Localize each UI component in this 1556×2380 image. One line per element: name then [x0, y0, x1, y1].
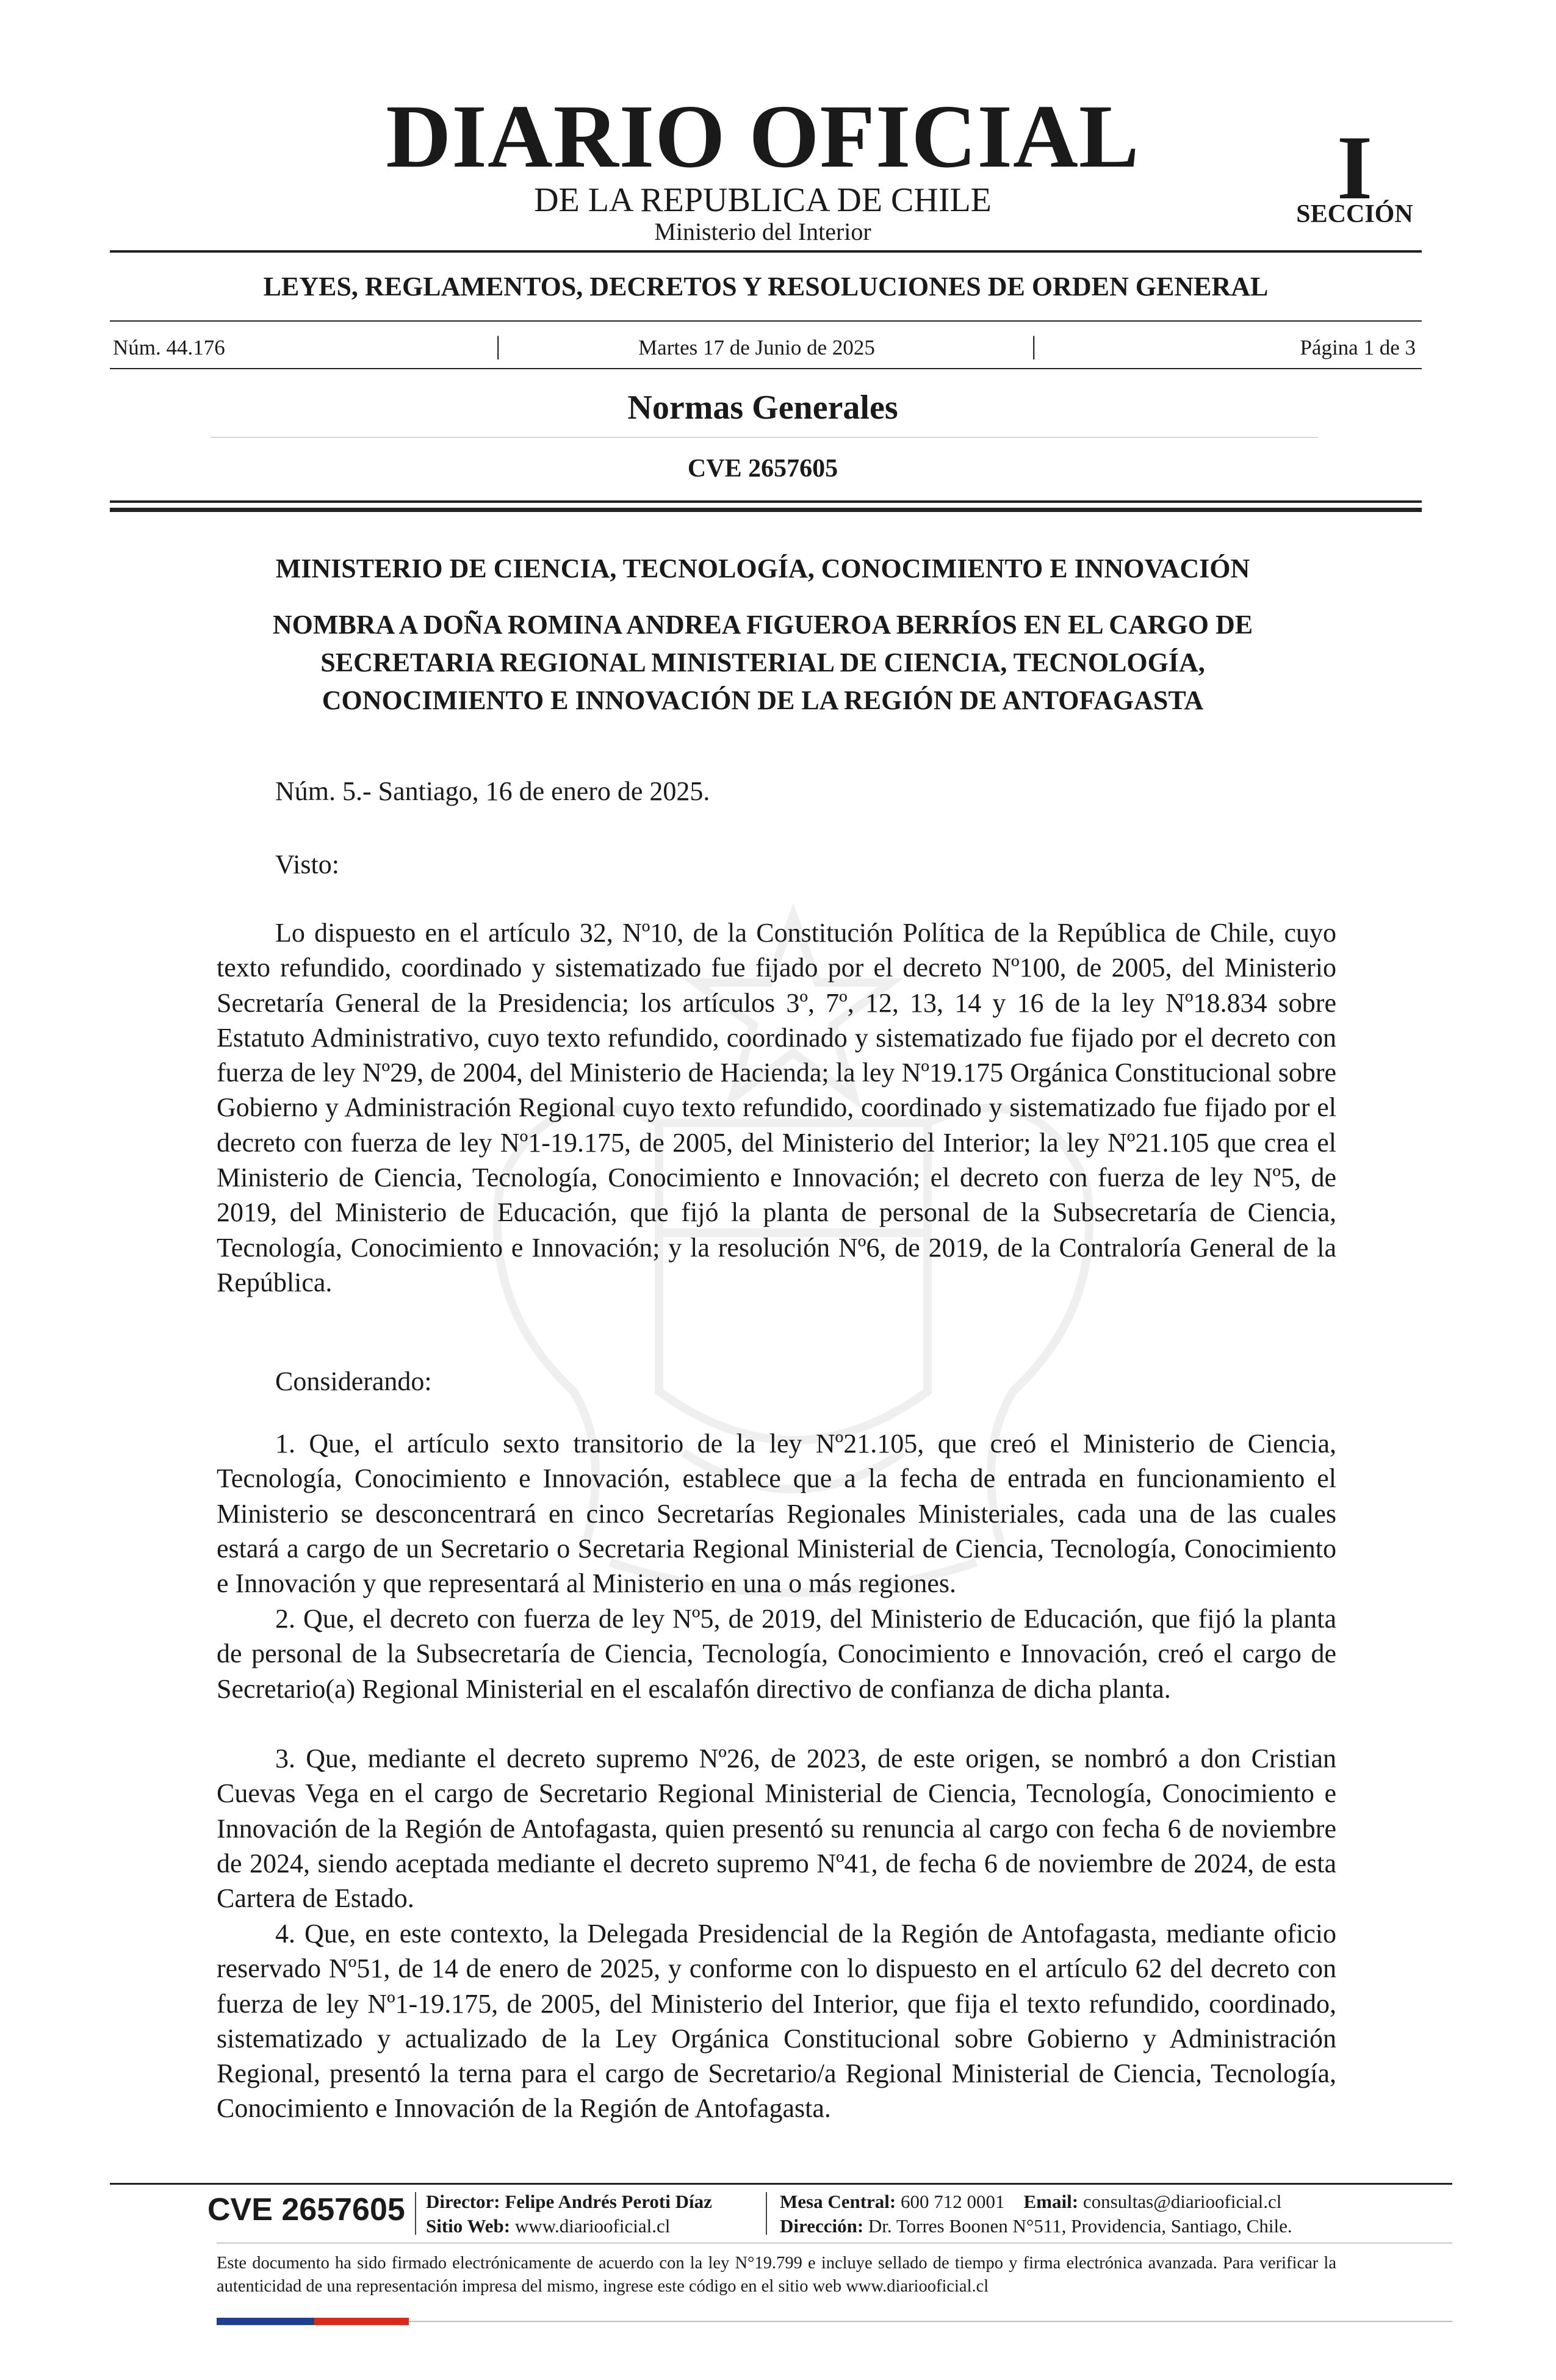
- visto-paragraph: Lo dispuesto en el artículo 32, Nº10, de la Constitución Política de la República de Chile, cuyo texto refundido, coordinado y sistematizado fue fijado por el decreto Nº100, de 2005, del Ministerio Secretaría General de la Presidencia; los artículos 3º, 7º, 12, 13, 14 y 16 de la ley Nº18.834 sobre Estatuto Administrativo, cuyo texto refundido, coordinado y sistematizado fue fijado por el decreto con fuerza de ley Nº29, de 2004, del Ministerio de Hacienda; la ley Nº19.175 Orgánica Constitucional sobre Gobierno y Administración Regional cuyo texto refundido, coordinado y sistematizado fue fijado por el decreto con fuerza de ley Nº1-19.175, de 2005, del Ministerio del Interior; la ley Nº21.105 que crea el Ministerio de Ciencia, Tecnología, Conocimiento e Innovación; el decreto con fuerza de ley Nº5, de 2019, del Ministerio de Educación, que fijó la planta de personal de la Subsecretaría de Ciencia, Tecnología, Conocimiento e Innovación; y la resolución Nº6, de 2019, de la Contraloría General de la República.: [217, 918, 1336, 1297]
- mesa-label: Mesa Central:: [780, 2191, 896, 2212]
- website-link[interactable]: www.diariooficial.cl: [514, 2215, 671, 2237]
- considerando-item: 1. Que, el artículo sexto transitorio de la ley Nº21.105, que creó el Ministerio de Ciencia, Tecnología, Conocimiento e Innovación, establece que a la fecha de entrada en funcionamiento el Ministerio se desconcentrará en cinco Secretarías Regionales Ministeriales, cada una de las cuales estará a cargo de un Secretario o Secretaria Regional Ministerial de Ciencia, Tecnología, Conocimiento e Innovación y que representará al Ministerio en una o más regiones.: [217, 1429, 1336, 1599]
- footer-separator: [415, 2192, 416, 2235]
- address-label: Dirección:: [780, 2215, 864, 2237]
- newspaper-title: DIARIO OFICIAL: [386, 87, 1140, 187]
- flag-bar-red: [314, 2318, 409, 2325]
- decree-number-line: Núm. 5.- Santiago, 16 de enero de 2025.: [275, 776, 710, 806]
- director-label: Director:: [426, 2191, 500, 2212]
- considerando-heading: Considerando:: [275, 1366, 432, 1396]
- footer-contact: [780, 2190, 1281, 2214]
- issue-separator: |: [1031, 332, 1037, 360]
- footer-address: [780, 2214, 1292, 2238]
- footer-cve-code: CVE 2657605: [207, 2192, 405, 2227]
- cve-code: CVE 2657605: [687, 455, 838, 483]
- email-label: Email:: [1023, 2191, 1079, 2212]
- website-label: Sitio Web:: [426, 2215, 511, 2237]
- decree-title-line: NOMBRA A DOÑA ROMINA ANDREA FIGUEROA BERRÍOS EN EL CARGO DE: [272, 610, 1253, 640]
- mesa-value: 600 712 0001: [901, 2191, 1005, 2212]
- address-value: Dr. Torres Boonen N°511, Providencia, Santiago, Chile.: [868, 2215, 1292, 2237]
- decree-title-line: CONOCIMIENTO E INNOVACIÓN DE LA REGIÓN DE ANTOFAGASTA: [322, 685, 1204, 715]
- decree-title: [183, 606, 1342, 719]
- category-divider: [110, 320, 1422, 322]
- considerando-item: 2. Que, el decreto con fuerza de ley Nº5, de 2019, del Ministerio de Educación, que fijó la planta de personal de la Subsecretaría de Ciencia, Tecnología, Conocimiento e Innovación, creó el cargo de Secretario(a) Regional Ministerial en el escalafón directivo de confianza de dicha planta.: [217, 1604, 1336, 1704]
- cve-divider-bottom: [110, 508, 1422, 512]
- ministry-heading: MINISTERIO DE CIENCIA, TECNOLOGÍA, CONOCIMIENTO E INNOVACIÓN: [275, 554, 1250, 583]
- footer-separator: [766, 2192, 767, 2235]
- issue-divider: [110, 368, 1422, 369]
- masthead-divider: [110, 250, 1422, 253]
- visto-heading: Visto:: [275, 849, 339, 879]
- considerando-item: 3. Que, mediante el decreto supremo Nº26, de 2023, de este origen, se nombró a don Cristian Cuevas Vega en el cargo de Secretario Regional Ministerial de Ciencia, Tecnología, Conocimiento e Innovación de la Región de Antofagasta, quien presentó su renuncia al cargo con fecha 6 de noviembre de 2024, siendo aceptada mediante el decreto supremo Nº41, de fecha 6 de noviembre de 2024, de esta Cartera de Estado.: [217, 1744, 1336, 1914]
- issue-number: Núm. 44.176: [113, 336, 225, 359]
- section-label: SECCIÓN: [1296, 200, 1413, 228]
- issue-separator: |: [495, 332, 501, 360]
- footer-director: [426, 2190, 712, 2214]
- decree-title-line: SECRETARIA REGIONAL MINISTERIAL DE CIENCIA, TECNOLOGÍA,: [320, 647, 1205, 677]
- cve-divider-top: [110, 500, 1422, 503]
- section-title-underline: [211, 437, 1318, 438]
- section-numeral: I: [1336, 117, 1373, 218]
- electronic-signature-disclaimer: Este documento ha sido firmado electrónicamente de acuerdo con la ley N°19.799 e incluye sellado de tiempo y firma electrónica avanzada. Para verificar la autenticidad de una representación impresa del mismo, ingrese este código en el sitio web www.diariooficial.cl: [217, 2254, 1336, 2296]
- newspaper-subtitle: DE LA REPUBLICA DE CHILE: [534, 181, 992, 219]
- footer-website: [426, 2214, 670, 2238]
- email-link[interactable]: consultas@diariooficial.cl: [1082, 2191, 1282, 2212]
- flag-bar-blue: [217, 2318, 314, 2325]
- bottom-rule: [409, 2321, 1452, 2322]
- document-category: LEYES, REGLAMENTOS, DECRETOS Y RESOLUCIONES DE ORDEN GENERAL: [263, 272, 1269, 301]
- director-name: Felipe Andrés Peroti Díaz: [505, 2191, 712, 2212]
- section-title: Normas Generales: [627, 389, 898, 427]
- considerando-item: 4. Que, en este contexto, la Delegada Presidencial de la Región de Antofagasta, mediante oficio reservado Nº51, de 14 de enero de 2025, y conforme con lo dispuesto en el artículo 62 del decreto con fuerza de ley Nº1-19.175, de 2005, del Ministerio del Interior, que fija el texto refundido, coordinado, sistematizado y actualizado de la Ley Orgánica Constitucional sobre Gobierno y Administración Regional, presentó la terna para el cargo de Secretario/a Regional Ministerial de Ciencia, Tecnología, Conocimiento e Innovación de la Región de Antofagasta.: [217, 1919, 1336, 2124]
- issue-date: Martes 17 de Junio de 2025: [638, 336, 875, 359]
- page-indicator: Página 1 de 3: [1300, 336, 1416, 359]
- newspaper-ministry: Ministerio del Interior: [654, 218, 871, 245]
- footer-divider: [110, 2183, 1452, 2185]
